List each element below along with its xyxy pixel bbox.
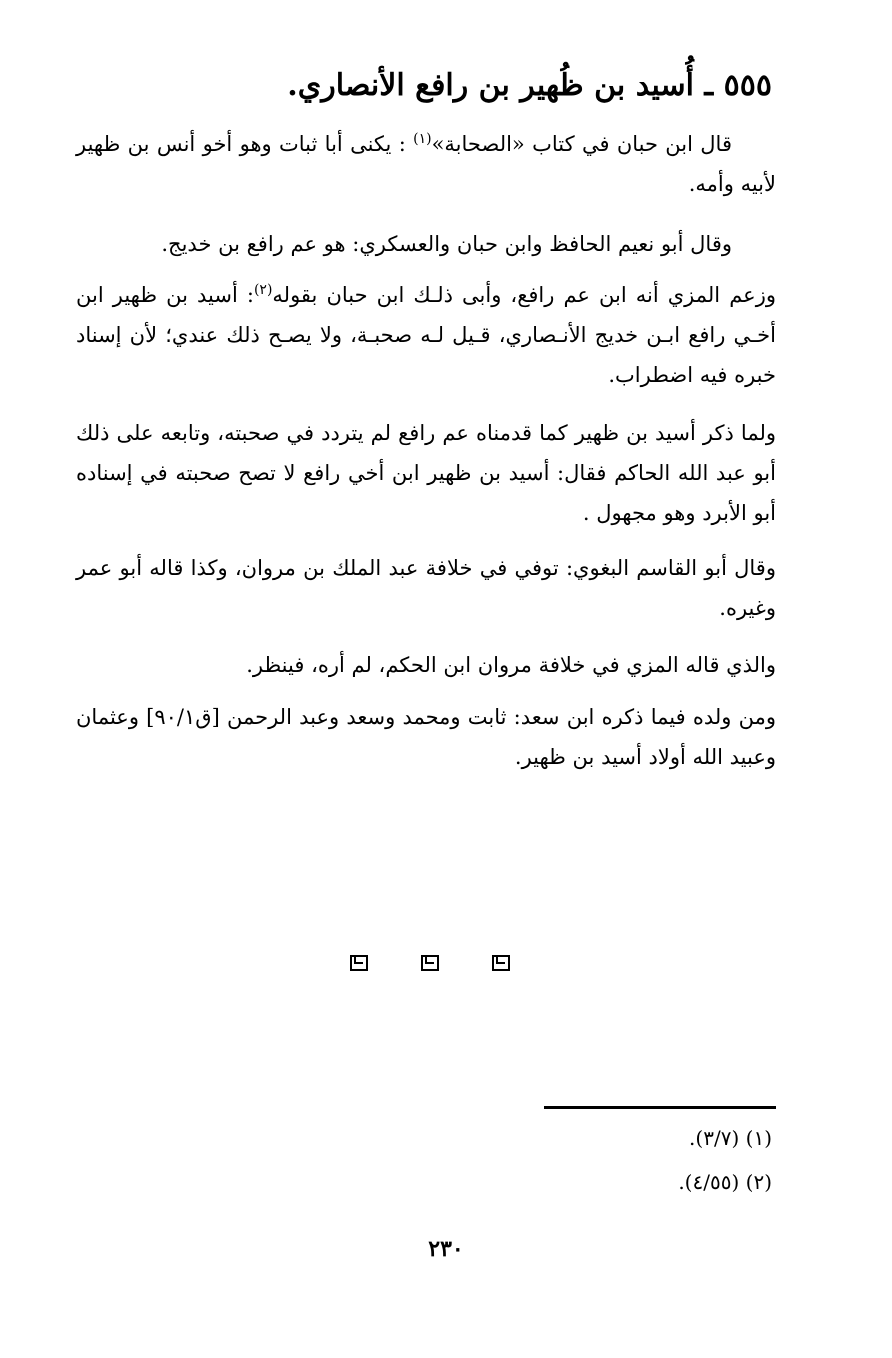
footnote-number: (١) <box>745 1126 772 1150</box>
paragraph-5: وقال أبو القاسم البغوي: توفي في خلافة عبد الملك بن مروان، وكذا قاله أبو عمر وغيره. <box>76 556 776 620</box>
footnote-divider <box>544 1106 776 1109</box>
paragraph-7: ومن ولده فيما ذكره ابن سعد: ثابت ومحمد وسعد وعبد الرحمن [ق٩٠/١] وعثمان وعبيد الله أولاد أسيد بن ظهير. <box>76 705 776 769</box>
footnote-ref-2: (٢) <box>253 282 273 298</box>
footnote-number: (٢) <box>745 1170 772 1194</box>
footnote-ref-1: (١) <box>413 131 432 147</box>
paragraph-1 <box>76 124 776 204</box>
separator-square-icon <box>350 955 368 971</box>
separator-square-icon <box>421 955 439 971</box>
section-separator <box>350 955 510 971</box>
separator-square-icon <box>492 955 510 971</box>
footnote-text: (٤/٥٥). <box>678 1170 740 1194</box>
footnote-2 <box>678 1170 772 1194</box>
paragraph-1-text-a: قال ابن حبان في كتاب «الصحابة» <box>431 132 732 156</box>
paragraph-3 <box>76 275 776 395</box>
paragraph-4: ولما ذكر أسيد بن ظهير كما قدمناه عم رافع لم يتردد في صحبته، وتابعه على ذلك أبو عبد الله الحاكم فقال: أسيد بن ظهير ابن أخي رافع لا تصح صحبته في إسناده أبو الأبرد وهو مجهول . <box>76 421 776 525</box>
paragraph-3-text-b: : أسيد بن ظهير ابن أخـي رافع ابـن خديج الأنـصاري، قـيل لـه صحبـة، ولا يصـح ذلك عندي؛ لأن إسناد خبره فيه اضطراب. <box>76 283 776 387</box>
entry-title: ٥٥٥ ـ أُسيد بن ظُهير بن رافع الأنصاري. <box>287 68 772 103</box>
page-number: ٢٣٠ <box>428 1236 464 1262</box>
footnote-text: (٣/٧). <box>689 1126 740 1150</box>
paragraph-1-text-b: : يكنى أبا ثبات وهو أخو أنس بن ظهير لأبيه وأمه. <box>76 132 776 196</box>
paragraph-6: والذي قاله المزي في خلافة مروان ابن الحكم، لم أره، فينظر. <box>246 653 776 677</box>
footnote-1 <box>689 1126 772 1150</box>
paragraph-3-text-a: وزعم المزي أنه ابن عم رافع، وأبى ذلـك ابن حبان بقوله <box>272 283 776 307</box>
paragraph-2: وقال أبو نعيم الحافظ وابن حبان والعسكري: هو عم رافع بن خديج. <box>161 232 732 256</box>
